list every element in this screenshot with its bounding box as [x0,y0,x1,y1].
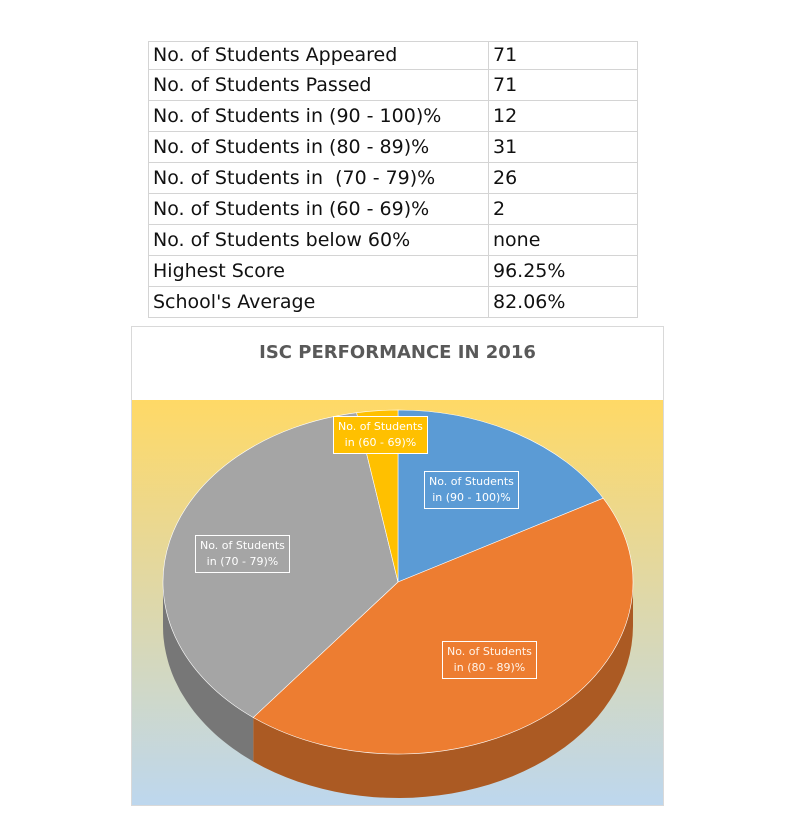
table-row [149,42,638,70]
row-label: No. of Students in (60 - 69)% [149,194,489,225]
row-value: 26 [489,163,638,194]
slice-data-label [195,535,290,573]
row-label: No. of Students in (80 - 89)% [149,132,489,163]
slice-data-label [333,416,428,454]
row-label: No. of Students Passed [149,70,489,101]
table-row [149,256,638,287]
slice-data-label [442,641,537,679]
row-value: 96.25% [489,256,638,287]
row-value: 71 [489,42,638,70]
row-value: 82.06% [489,287,638,318]
table-row [149,101,638,132]
results-table-body [149,42,638,318]
slice-label-line1: No. of Students [200,539,285,552]
row-label: School's Average [149,287,489,318]
row-label: No. of Students below 60% [149,225,489,256]
row-value: 31 [489,132,638,163]
slice-label-line2: in (70 - 79)% [206,555,279,568]
slice-label-line1: No. of Students [429,475,514,488]
table-row [149,163,638,194]
table-row [149,132,638,163]
row-value: 71 [489,70,638,101]
row-label: No. of Students in (90 - 100)% [149,101,489,132]
chart-title: ISC PERFORMANCE IN 2016 [259,342,536,363]
row-value: 2 [489,194,638,225]
table-row [149,194,638,225]
table-row [149,287,638,318]
table-row [149,225,638,256]
slice-label-line1: No. of Students [447,645,532,658]
row-value: none [489,225,638,256]
slice-data-label [424,471,519,509]
pie-chart [131,326,664,806]
results-table [148,41,638,318]
row-value: 12 [489,101,638,132]
row-label: No. of Students Appeared [149,42,489,70]
row-label: Highest Score [149,256,489,287]
slice-label-line2: in (80 - 89)% [453,661,526,674]
slice-label-line1: No. of Students [338,420,423,433]
slice-label-line2: in (90 - 100)% [432,491,511,504]
row-label: No. of Students in (70 - 79)% [149,163,489,194]
slice-label-line2: in (60 - 69)% [344,436,417,449]
table-row [149,70,638,101]
